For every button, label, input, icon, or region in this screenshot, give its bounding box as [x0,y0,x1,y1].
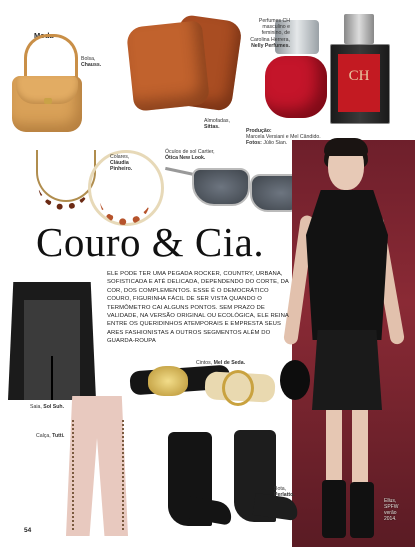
article-body: ELE PODE TER UMA PEGADA ROCKER, COUNTRY, URBANA, SOFISTICADA E ATÉ DELICADA, DEPENDENDO DO CORTE, DA COR, DOS COMPLEMENTOS. ESSE É O DEMOCRÁTICO COURO, FIGURINHA FÁCIL DE SER VISTA QUANDO O TERMÔMETRO CAI ALGUNS PONTOS. SEM PRAZO DE VALIDADE, NA VERSÃO ORIGINAL OU ECOLÓGICA, ELE REINA ENTRE OS QUERIDINHOS ATEMPORAIS E EMPRESTA SEUS ARES FASHIONISTAS A OUTROS SEGMENTOS ALÉM DO GUARDA-ROUPA [107,271,289,345]
caption-perfumes-brand: Nelly Perfumes. [251,42,290,49]
caption-pillows-item: Almofadas, [204,118,230,124]
caption-belts [196,360,266,366]
sunglasses-arm [165,167,195,176]
caption-pillows-brand: Sittas. [204,124,220,131]
perfume-black-cap [344,14,374,44]
caption-runway-l1: Ellus, [384,498,397,504]
page-title: Couro & Cia. [36,219,265,265]
caption-perfumes [240,18,290,49]
production-names: Marcela Versiani e Mel Cândido. [246,134,321,141]
necklace-gold-beads [38,180,90,210]
belt-peace-buckle [222,370,254,406]
caption-necklaces-brand: Cláudia Pinheiro. [110,160,133,173]
caption-bag-item: Bolsa, [81,56,96,62]
caption-perfumes-l4: Carolina Herrera, [250,36,290,43]
caption-perfumes-l3: feminino, de [261,30,290,37]
model-leather-vest [306,190,388,340]
caption-bag-brand: Chauss. [81,62,102,69]
photos-name: Júlio Sian. [263,140,288,147]
photos-label: Fotos: [246,140,262,147]
model-leather-skirt [312,330,382,410]
caption-perfumes-l1: Perfumes CH [258,18,290,24]
caption-pants-brand: Tutti. [52,433,65,439]
caption-perfumes-l2: masculino e [262,24,290,31]
model-fringe [324,138,368,156]
belt-skull-buckle [148,366,188,396]
caption-bag [81,56,121,68]
caption-boots [274,486,308,498]
caption-necklaces [110,154,150,173]
section-label: Moda [34,31,54,40]
model-boot-left [322,480,346,538]
caption-necklaces-item: Colares, [110,154,130,160]
model-boot-right [350,482,374,538]
perfume-logo: CH [348,68,370,84]
caption-skirt-item: Saia, [30,404,42,410]
caption-runway [384,498,398,522]
caption-pants-item: Calça, [36,433,51,439]
caption-runway-l4: 2014. [384,516,397,522]
caption-runway-l2: SPFW [384,504,399,510]
skirt-slit [51,356,53,400]
caption-boots-brand: Perlatto. [274,492,295,499]
caption-skirt-brand: Sol Suh. [43,404,65,410]
bag-lock [44,98,52,104]
caption-runway-l3: verão [384,510,397,516]
sunglasses-lens-left [192,168,250,206]
page-number: 54 [24,527,32,534]
caption-belts-item: Cintos, [196,360,213,366]
caption-belts-brand: Mel de Seda. [213,360,246,366]
production-label: Produção: [246,128,272,134]
caption-sunglasses-item: Óculos de sol Cartier, [165,149,215,155]
pillow-front [126,20,210,111]
caption-pillows [204,118,252,130]
caption-sunglasses-brand: Ótica New Look. [165,155,206,162]
caption-pants [36,433,82,439]
model-handbag [280,360,310,400]
caption-boots-item: Bota, [274,486,287,492]
caption-sunglasses [165,149,245,161]
perfume-red-bottle [265,56,327,118]
